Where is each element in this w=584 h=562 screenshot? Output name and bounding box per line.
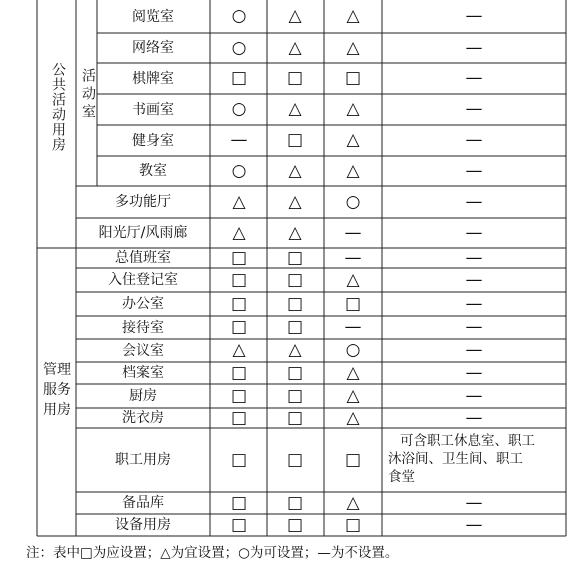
setting-mark-1: ○ bbox=[231, 160, 247, 181]
setting-mark-2: △ bbox=[288, 160, 302, 181]
setting-mark-3: □ bbox=[344, 68, 362, 88]
setting-mark-2: □ bbox=[286, 514, 304, 535]
setting-mark-3: △ bbox=[346, 37, 360, 58]
room-name: 接待室 bbox=[122, 319, 164, 336]
remark-cell: — bbox=[465, 68, 483, 88]
setting-mark-2: □ bbox=[286, 317, 304, 337]
setting-mark-1: △ bbox=[232, 340, 246, 360]
setting-mark-1: □ bbox=[230, 269, 248, 290]
setting-mark-3: △ bbox=[346, 407, 360, 428]
setting-mark-1: □ bbox=[230, 492, 248, 513]
room-name: 总值班室 bbox=[115, 250, 171, 266]
setting-mark-3: □ bbox=[344, 449, 362, 470]
setting-mark-1: — bbox=[230, 130, 248, 150]
room-name: 厨房 bbox=[129, 388, 157, 404]
remark-cell: — bbox=[465, 385, 483, 406]
setting-mark-1: □ bbox=[230, 407, 248, 428]
setting-mark-2: □ bbox=[286, 269, 304, 290]
setting-mark-3: □ bbox=[344, 514, 362, 535]
setting-mark-1: ○ bbox=[231, 37, 247, 58]
room-name: 备品库 bbox=[122, 495, 164, 511]
setting-mark-2: △ bbox=[288, 340, 302, 360]
remark-cell: — bbox=[465, 130, 483, 150]
remark-cell: — bbox=[465, 37, 483, 58]
setting-mark-3: △ bbox=[346, 385, 360, 406]
setting-mark-3: — bbox=[344, 222, 362, 243]
remark-cell: — bbox=[465, 317, 483, 337]
setting-mark-2: □ bbox=[286, 130, 304, 150]
remark-cell: — bbox=[465, 191, 483, 212]
remark-cell: — bbox=[465, 6, 483, 26]
remark-staff-rooms bbox=[386, 432, 564, 486]
remark-cell: — bbox=[465, 160, 483, 181]
setting-mark-3: △ bbox=[346, 130, 360, 150]
remark-cell: — bbox=[465, 362, 483, 383]
setting-mark-1: △ bbox=[232, 191, 246, 212]
setting-mark-2: □ bbox=[286, 407, 304, 428]
setting-mark-2: △ bbox=[288, 99, 302, 119]
group-label-management-service: 管理服务用房 bbox=[43, 362, 71, 418]
setting-mark-1: □ bbox=[230, 362, 248, 383]
room-name: 设备用房 bbox=[115, 517, 171, 533]
room-name: 洗衣房 bbox=[122, 410, 164, 426]
remark-cell: — bbox=[465, 407, 483, 428]
remark-line: 沐浴间、卫生间、职工 bbox=[388, 451, 523, 467]
setting-mark-2: △ bbox=[288, 191, 302, 212]
room-name: 棋牌室 bbox=[132, 70, 174, 87]
setting-mark-2: □ bbox=[286, 492, 304, 513]
remark-cell: — bbox=[465, 293, 483, 314]
setting-mark-1: □ bbox=[230, 293, 248, 314]
setting-mark-2: □ bbox=[286, 293, 304, 314]
setting-mark-2: □ bbox=[286, 247, 304, 268]
setting-mark-3: △ bbox=[346, 492, 360, 513]
setting-mark-3: △ bbox=[346, 269, 360, 290]
remark-cell: — bbox=[465, 247, 483, 268]
setting-mark-1: □ bbox=[230, 449, 248, 470]
room-name: 办公室 bbox=[122, 296, 164, 312]
setting-mark-1: ○ bbox=[231, 6, 247, 26]
setting-mark-1: □ bbox=[230, 68, 248, 88]
room-name: 职工用房 bbox=[115, 452, 171, 468]
remark-cell: — bbox=[465, 514, 483, 535]
setting-mark-3: □ bbox=[344, 293, 362, 314]
setting-mark-3: △ bbox=[346, 6, 360, 26]
setting-mark-3: — bbox=[344, 247, 362, 268]
remark-cell: — bbox=[465, 269, 483, 290]
setting-mark-1: □ bbox=[230, 247, 248, 268]
room-name: 档案室 bbox=[122, 365, 164, 381]
subgroup-label-activity-room: 活动室 bbox=[80, 68, 96, 122]
room-name: 多功能厅 bbox=[115, 194, 171, 210]
setting-mark-3: ○ bbox=[345, 340, 361, 360]
room-name: 健身室 bbox=[132, 132, 174, 149]
table-footnote: 注：表中□为应设置；△为宜设置；○为可设置；—为不设置。 bbox=[26, 545, 399, 561]
room-name: 阅览室 bbox=[132, 8, 174, 25]
setting-mark-1: ○ bbox=[231, 99, 247, 119]
room-name: 会议室 bbox=[122, 342, 164, 359]
setting-mark-3: △ bbox=[346, 362, 360, 383]
setting-mark-2: □ bbox=[286, 68, 304, 88]
setting-mark-1: □ bbox=[230, 514, 248, 535]
setting-mark-2: □ bbox=[286, 449, 304, 470]
setting-mark-3: △ bbox=[346, 99, 360, 119]
setting-mark-3: ○ bbox=[345, 191, 361, 212]
remark-line: 食堂 bbox=[388, 469, 415, 485]
setting-mark-3: △ bbox=[346, 160, 360, 181]
setting-mark-2: □ bbox=[286, 385, 304, 406]
setting-mark-2: □ bbox=[286, 362, 304, 383]
setting-mark-3: — bbox=[344, 317, 362, 337]
group-label-public-activity: 公共活动用房 bbox=[50, 62, 66, 152]
remark-cell: — bbox=[465, 99, 483, 119]
remark-cell: — bbox=[465, 492, 483, 513]
remark-cell: — bbox=[465, 222, 483, 243]
remark-cell: — bbox=[465, 340, 483, 360]
setting-mark-1: □ bbox=[230, 317, 248, 337]
room-name: 阳光厅/风雨廊 bbox=[98, 225, 188, 241]
setting-mark-2: △ bbox=[288, 222, 302, 243]
room-name: 入住登记室 bbox=[108, 272, 178, 288]
setting-mark-2: △ bbox=[288, 37, 302, 58]
room-name: 网络室 bbox=[132, 40, 174, 56]
setting-mark-1: △ bbox=[232, 222, 246, 243]
setting-mark-1: □ bbox=[230, 385, 248, 406]
setting-mark-2: △ bbox=[288, 6, 302, 26]
room-name: 教室 bbox=[139, 163, 167, 179]
room-name: 书画室 bbox=[132, 101, 174, 118]
remark-line: 可含职工休息室、职工 bbox=[400, 433, 535, 449]
